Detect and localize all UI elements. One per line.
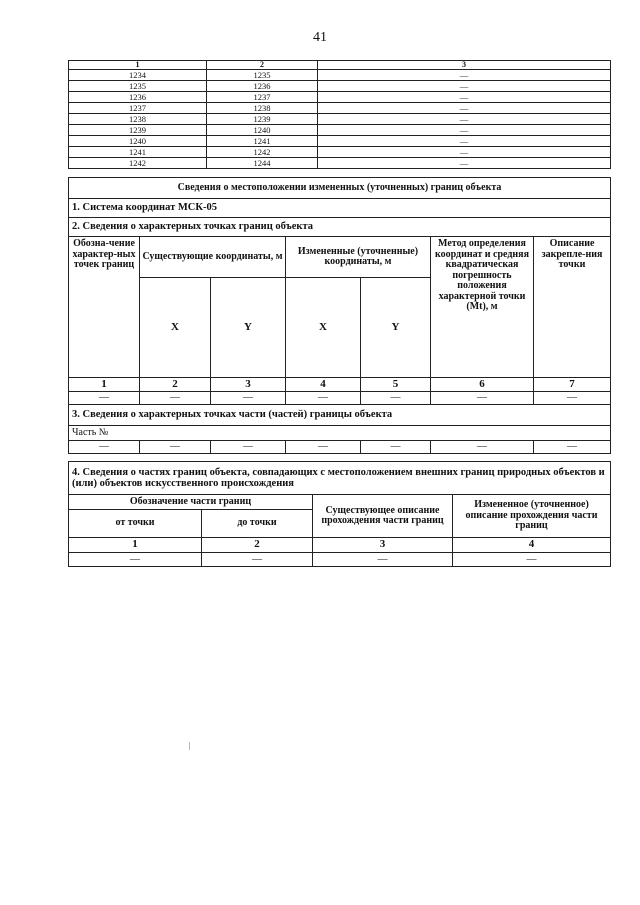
cell: 1240 <box>207 125 318 136</box>
table-row <box>69 392 611 405</box>
empty-dash: — <box>69 553 202 567</box>
column-number: 6 <box>431 378 534 392</box>
section-title: Сведения о местоположении измененных (уточненных) границ объекта <box>69 178 611 199</box>
table-row <box>69 158 611 169</box>
y-label: Y <box>361 278 431 378</box>
cell: 1242 <box>69 158 207 169</box>
column-number: 5 <box>361 378 431 392</box>
col-changed-description: Измененное (уточненное) описание прохождения части границ <box>453 495 611 538</box>
cell: 1240 <box>69 136 207 147</box>
table-row <box>69 553 611 567</box>
col-existing-description: Существующее описание прохождения части границ <box>313 495 453 538</box>
table-row <box>69 114 611 125</box>
table-row <box>69 103 611 114</box>
empty-dash: — <box>431 392 534 405</box>
empty-dash: — <box>453 553 611 567</box>
cell: 1241 <box>207 136 318 147</box>
empty-dash: — <box>361 441 431 454</box>
column-numbers-row <box>69 538 611 553</box>
table-header-row <box>69 61 611 70</box>
scan-speck <box>189 742 190 750</box>
cell: — <box>318 103 611 114</box>
header-cell: 2 <box>207 61 318 70</box>
column-number: 4 <box>453 538 611 553</box>
empty-dash: — <box>534 441 611 454</box>
boundary-parts-table <box>68 461 611 567</box>
section-3-heading: 3. Сведения о характерных точках части (частей) границы объекта <box>69 405 611 426</box>
empty-dash: — <box>69 392 140 405</box>
cell: — <box>318 147 611 158</box>
table-row <box>69 136 611 147</box>
section-2-heading: 2. Сведения о характерных точках границ объекта <box>69 218 611 237</box>
table-row <box>69 81 611 92</box>
cell: 1239 <box>207 114 318 125</box>
table-row <box>69 125 611 136</box>
col-changed-coords: Измененные (уточненные) координаты, м <box>286 237 431 278</box>
column-number: 2 <box>140 378 211 392</box>
column-number: 4 <box>286 378 361 392</box>
cell: 1236 <box>207 81 318 92</box>
table-row <box>69 441 611 454</box>
y-label: Y <box>211 278 286 378</box>
cell: 1242 <box>207 147 318 158</box>
header-cell: 1 <box>69 61 207 70</box>
cell: — <box>318 92 611 103</box>
part-number-label: Часть № <box>69 426 611 441</box>
column-number: 3 <box>313 538 453 553</box>
x-label: X <box>140 278 211 378</box>
empty-dash: — <box>431 441 534 454</box>
empty-dash: — <box>361 392 431 405</box>
col-existing-coords: Существующие координаты, м <box>140 237 286 278</box>
column-numbers-row <box>69 378 611 392</box>
empty-dash: — <box>286 441 361 454</box>
cell: 1235 <box>207 70 318 81</box>
boundary-segments-table <box>68 60 611 169</box>
page-number: 41 <box>313 30 327 45</box>
column-number: 3 <box>211 378 286 392</box>
cell: 1239 <box>69 125 207 136</box>
table-row <box>69 92 611 103</box>
col-from-point: от точки <box>69 510 202 538</box>
cell: 1234 <box>69 70 207 81</box>
col-part-designation: Обозначение части границ <box>69 495 313 510</box>
cell: 1236 <box>69 92 207 103</box>
empty-dash: — <box>211 392 286 405</box>
column-number: 1 <box>69 378 140 392</box>
cell: 1241 <box>69 147 207 158</box>
table-row <box>69 147 611 158</box>
cell: — <box>318 136 611 147</box>
col-method: Метод определения координат и средняя квадратическая погрешность положения характерной точки (Mt), м <box>431 237 534 378</box>
cell: — <box>318 70 611 81</box>
coordinate-system-heading: 1. Система координат МСК-05 <box>69 199 611 218</box>
table-row <box>69 70 611 81</box>
column-number: 2 <box>202 538 313 553</box>
header-cell: 3 <box>318 61 611 70</box>
cell: 1238 <box>207 103 318 114</box>
empty-dash: — <box>313 553 453 567</box>
col-point-description: Описание закрепле-ния точки <box>534 237 611 378</box>
empty-dash: — <box>534 392 611 405</box>
cell: 1235 <box>69 81 207 92</box>
cell: 1238 <box>69 114 207 125</box>
cell: — <box>318 81 611 92</box>
cell: 1244 <box>207 158 318 169</box>
empty-dash: — <box>140 392 211 405</box>
cell: — <box>318 114 611 125</box>
column-number: 7 <box>534 378 611 392</box>
empty-dash: — <box>140 441 211 454</box>
cell: 1237 <box>207 92 318 103</box>
empty-dash: — <box>211 441 286 454</box>
col-to-point: до точки <box>202 510 313 538</box>
empty-dash: — <box>69 441 140 454</box>
empty-dash: — <box>202 553 313 567</box>
cell: — <box>318 158 611 169</box>
cell: — <box>318 125 611 136</box>
col-point-designation: Обозна-чение характер-ных точек границ <box>69 237 140 378</box>
column-number: 1 <box>69 538 202 553</box>
x-label: X <box>286 278 361 378</box>
changed-boundaries-table <box>68 177 611 454</box>
cell: 1237 <box>69 103 207 114</box>
section-4-heading: 4. Сведения о частях границ объекта, совпадающих с местоположением внешних границ природных объектов и (или) объектов искусственного происхождения <box>69 462 611 495</box>
empty-dash: — <box>286 392 361 405</box>
